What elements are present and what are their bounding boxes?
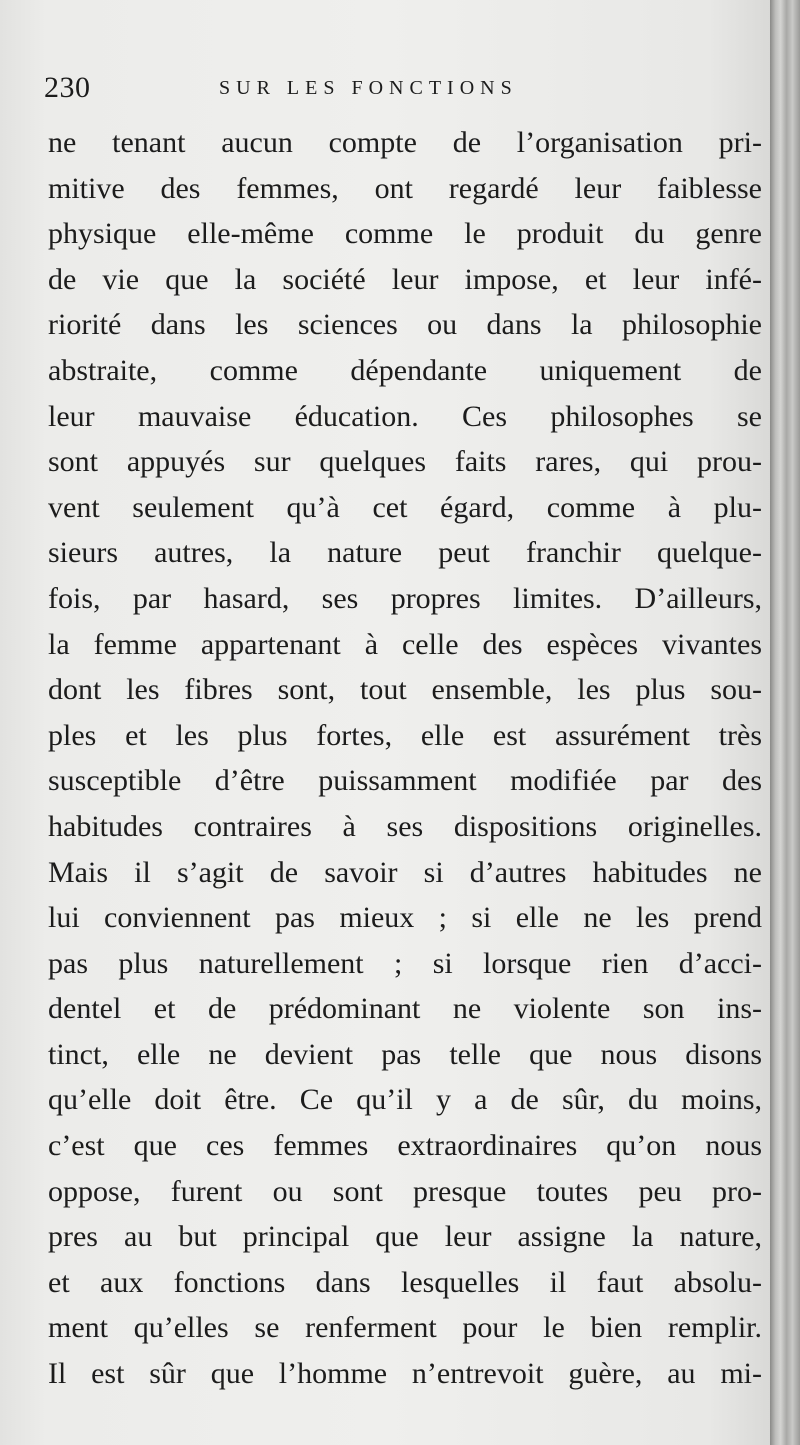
text-line: fois, par hasard, ses propres limites. D’ailleurs, xyxy=(48,581,762,615)
text-line: physique elle-même comme le produit du genre xyxy=(48,217,762,251)
text-line: tinct, elle ne devient pas telle que nous disons xyxy=(48,1037,762,1071)
text-line: Mais il s’agit de savoir si d’autres habitudes ne xyxy=(48,855,762,889)
text-line: dentel et de prédominant ne violente son ins- xyxy=(48,992,762,1026)
text-line: et aux fonctions dans lesquelles il faut absolu- xyxy=(48,1265,762,1299)
text-line: lui conviennent pas mieux ; si elle ne les prend xyxy=(48,901,762,935)
text-line: pres au but principal que leur assigne la nature, xyxy=(48,1220,762,1254)
text-line: sieurs autres, la nature peut franchir quelque- xyxy=(48,536,762,570)
running-title: SUR LES FONCTIONS xyxy=(219,77,518,99)
text-line: Il est sûr que l’homme n’entrevoit guère, au mi- xyxy=(48,1357,762,1391)
text-line: susceptible d’être puissamment modifiée par des xyxy=(48,764,762,798)
text-line: abstraite, comme dépendante uniquement de xyxy=(48,353,762,387)
text-line: riorité dans les sciences ou dans la philosophie xyxy=(48,308,762,342)
text-line: qu’elle doit être. Ce qu’il y a de sûr, du moins, xyxy=(48,1083,762,1117)
text-line: la femme appartenant à celle des espèces vivantes xyxy=(48,627,762,661)
text-line: ment qu’elles se renferment pour le bien remplir. xyxy=(48,1311,762,1345)
page-number: 230 xyxy=(44,71,91,104)
text-line: sont appuyés sur quelques faits rares, qui prou- xyxy=(48,445,762,479)
body-text xyxy=(48,120,762,1397)
text-line: habitudes contraires à ses dispositions originelles. xyxy=(48,809,762,843)
text-line: pas plus naturellement ; si lorsque rien d’acci- xyxy=(48,946,762,980)
text-line: leur mauvaise éducation. Ces philosophes se xyxy=(48,399,762,433)
running-head xyxy=(44,68,764,108)
text-line: oppose, furent ou sont presque toutes peu pro- xyxy=(48,1174,762,1208)
text-line: c’est que ces femmes extraordinaires qu’on nous xyxy=(48,1129,762,1163)
text-line: vent seulement qu’à cet égard, comme à plu- xyxy=(48,490,762,524)
text-line: ne tenant aucun compte de l’organisation pri- xyxy=(48,126,762,159)
page-edge xyxy=(770,0,800,1445)
text-line: mitive des femmes, ont regardé leur faiblesse xyxy=(48,171,762,205)
text-line: dont les fibres sont, tout ensemble, les plus sou- xyxy=(48,673,762,707)
text-line: de vie que la société leur impose, et leur infé- xyxy=(48,262,762,296)
text-line: ples et les plus fortes, elle est assurément très xyxy=(48,718,762,752)
